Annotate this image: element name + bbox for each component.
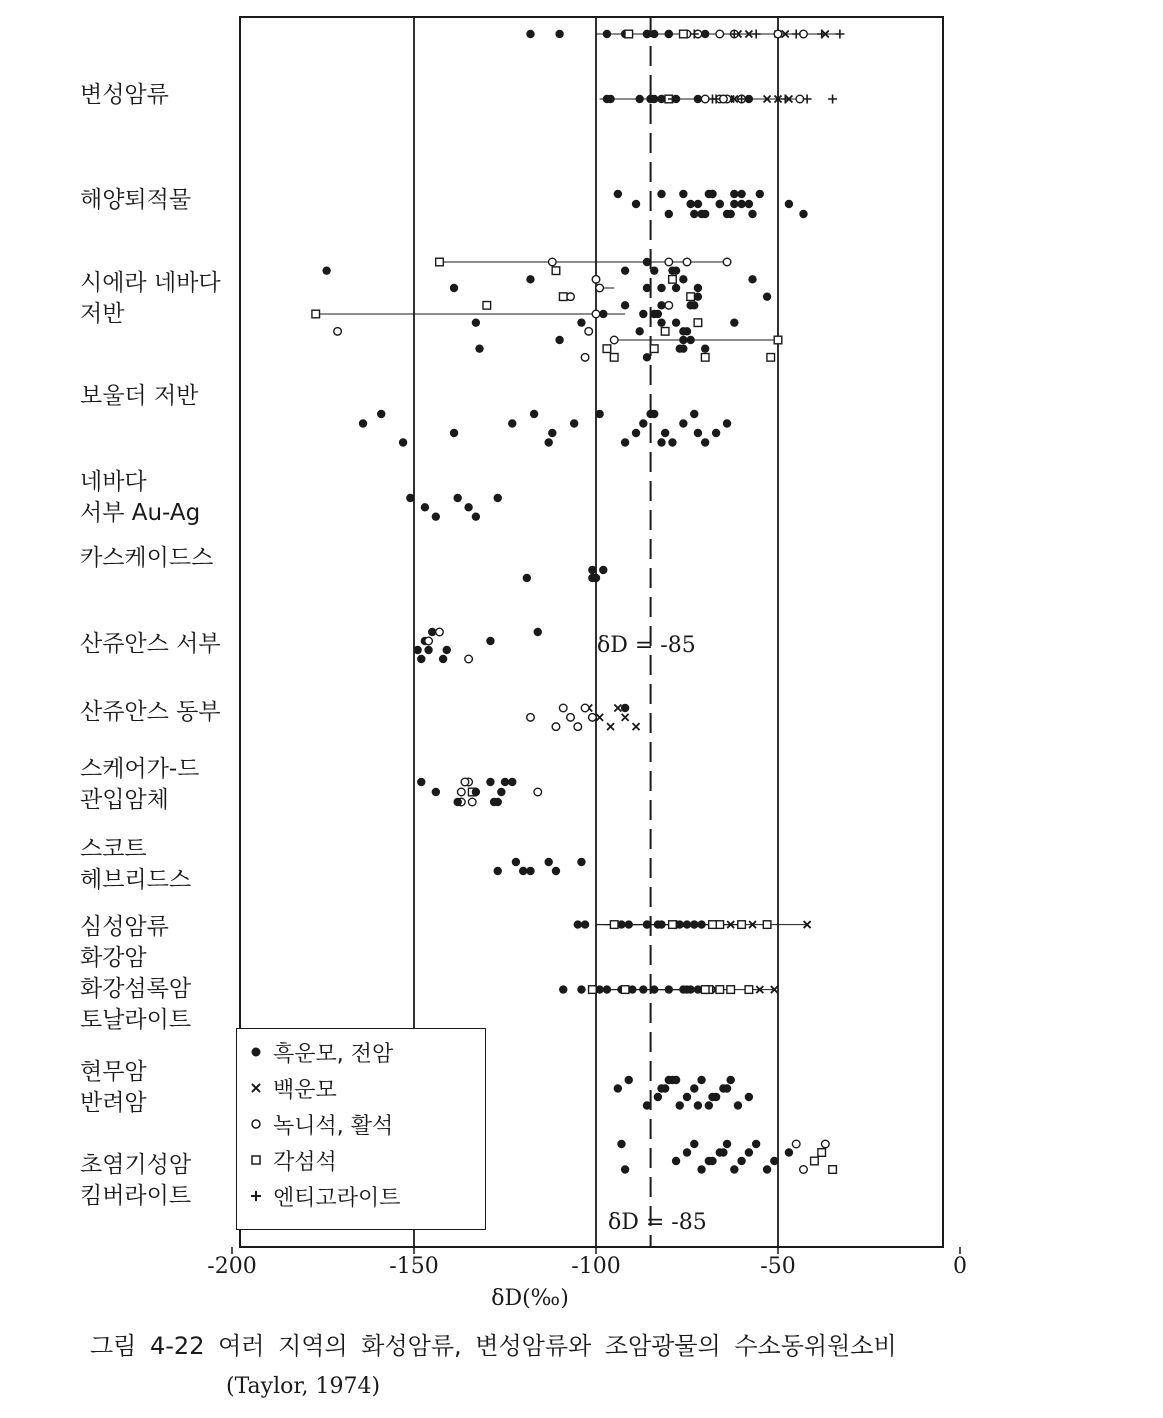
data-point-dot [625,1076,633,1084]
data-point-circle [534,788,542,796]
data-point-circle [425,637,433,645]
data-point-square [483,302,491,310]
data-point-dot [697,920,705,928]
data-point-dot [661,429,669,437]
data-point-plus [752,30,761,39]
data-point-dot [745,1148,753,1156]
data-point-dot [632,200,640,208]
data-point-circle [716,30,724,38]
data-point-dot [377,410,385,418]
data-point-dot [508,778,516,786]
data-point-square [701,354,709,362]
data-point-circle [589,714,597,722]
data-point-circle [800,30,808,38]
x-axis-label: δD(‰) [491,1286,569,1311]
data-point-dot [588,566,596,574]
reference-line-label-top: δD = -85 [597,633,696,658]
data-point-dot [737,1157,745,1165]
data-point-dot [494,494,502,502]
data-point-dot [694,429,702,437]
figure-caption: 그림 4-22 여러 지역의 화성암류, 변성암류와 조암광물의 수소동위원소비 [90,1332,897,1360]
data-point-dot [526,867,534,875]
open-square-icon [249,1153,263,1167]
row-label: 스케어가-드 관입암체 [80,756,200,813]
data-point-dot [690,1140,698,1148]
data-point-dot [657,284,665,292]
data-point-circle [461,778,469,786]
data-point-circle [458,788,466,796]
data-point-dot [672,284,680,292]
data-point-dot [697,210,705,218]
legend-label: 흑운모, 전암 [273,1041,394,1067]
data-point-dot [690,920,698,928]
data-point-dot [690,410,698,418]
data-point-circle [334,328,342,336]
data-point-dot [657,1084,665,1092]
data-point-plus [781,95,790,104]
data-point-dot [676,344,684,352]
data-point-dot [643,30,651,38]
data-point-square [716,986,724,994]
data-point-dot [632,429,640,437]
legend [236,1028,486,1230]
data-point-square [603,345,611,353]
x-tick-label: -150 [389,1254,439,1279]
data-point-dot [453,798,461,806]
data-point-dot [523,574,531,582]
data-point-dot [603,30,611,38]
data-point-dot [512,858,520,866]
data-point-dot [555,336,563,344]
data-point-square [738,921,746,929]
data-point-dot [668,438,676,446]
data-point-dot [577,318,585,326]
data-point-circle [436,628,444,636]
data-point-dot [730,1165,738,1173]
data-point-square [621,986,629,994]
data-point-dot [526,275,534,283]
legend-label: 엔티고라이트 [273,1185,401,1211]
data-point-circle [800,1166,808,1174]
data-point-circle [468,798,476,806]
data-point-dot [712,429,720,437]
row-label: 시에라 네바다 저반 [80,270,221,327]
data-point-dot [694,284,702,292]
data-point-dot [417,778,425,786]
data-point-circle [596,284,604,292]
data-point-circle [567,714,575,722]
data-point-dot [595,410,603,418]
data-point-square [694,319,702,327]
data-point-cross [622,714,629,721]
data-point-dot [752,1140,760,1148]
data-point-dot [548,429,556,437]
data-point-dot [432,788,440,796]
data-point-plus [792,30,801,39]
data-point-dot [646,410,654,418]
data-point-dot [544,438,552,446]
data-point-circle [567,293,575,301]
data-point-dot [577,985,585,993]
data-point-dot [723,1084,731,1092]
data-point-square [701,986,709,994]
data-point-dot [625,920,633,928]
data-point-plus [835,30,844,39]
plus-icon [249,1189,263,1203]
data-point-circle [592,276,600,284]
data-point-dot [646,95,654,103]
row-label: 변성암류 [80,82,169,108]
data-point-dot [726,1076,734,1084]
data-point-dot [701,438,709,446]
data-point-dot [574,920,582,928]
data-point-circle [585,328,593,336]
data-point-square [745,986,753,994]
data-point-dot [621,266,629,274]
data-point-dot [570,419,578,427]
data-point-dot [708,1093,716,1101]
legend-label: 백운모 [273,1077,337,1103]
data-point-dot [413,646,421,654]
data-point-circle [592,310,600,318]
data-point-dot [654,920,662,928]
row-label: 산쥬안스 동부 [80,699,221,725]
data-point-circle [720,95,728,103]
data-point-dot [679,275,687,283]
data-point-dot [694,1101,702,1109]
data-point-dot [643,284,651,292]
data-point-dot [552,867,560,875]
legend-label: 녹니석, 활석 [273,1113,394,1139]
data-point-circle [549,258,557,266]
data-point-square [829,1166,837,1174]
data-point-square [589,986,597,994]
legend-label: 각섬석 [273,1149,337,1175]
data-point-dot [534,628,542,636]
data-point-circle [465,655,473,663]
data-point-dot [603,95,611,103]
data-point-cross [607,723,614,730]
data-point-dot [635,327,643,335]
data-point-square [763,921,771,929]
legend-item-plus [249,1181,401,1211]
data-point-dot [701,344,709,352]
data-point-dot [643,258,651,266]
data-point-dot [621,1165,629,1173]
data-point-dot [737,200,745,208]
data-point-dot [745,1093,753,1101]
x-tick-label: -100 [571,1254,621,1279]
data-point-dot [708,190,716,198]
data-point-dot [643,353,651,361]
data-point-circle [581,704,589,712]
data-point-dot [453,494,461,502]
data-point-circle [683,258,691,266]
data-point-dot [665,30,673,38]
data-point-cross [596,714,603,721]
data-point-square [610,921,618,929]
data-point-dot [686,336,694,344]
legend-item-square [249,1145,337,1175]
data-point-dot [526,30,534,38]
data-point-dot [639,419,647,427]
data-point-dot [494,798,502,806]
data-point-dot [494,867,502,875]
data-point-dot [672,266,680,274]
data-point-dot [614,190,622,198]
data-point-dot [683,920,691,928]
data-point-dot [657,318,665,326]
data-point-dot [359,419,367,427]
data-point-dot [657,190,665,198]
data-point-dot [730,318,738,326]
data-point-dot [694,200,702,208]
data-point-square [687,293,695,301]
data-point-dot [581,920,589,928]
data-point-dot [621,438,629,446]
data-point-dot [683,327,691,335]
data-point-dot [322,266,330,274]
data-point-dot [501,778,509,786]
data-point-dot [577,858,585,866]
data-point-dot [475,344,483,352]
data-point-dot [665,1076,673,1084]
row-label: 산쥬안스 서부 [80,631,221,657]
data-point-cross [633,723,640,730]
data-point-dot [748,275,756,283]
data-point-circle [822,1140,830,1148]
row-label: 보울더 저반 [80,383,199,409]
data-point-dot [745,200,753,208]
data-point-dot [399,438,407,446]
data-point-square [767,354,775,362]
data-point-square [559,293,567,301]
data-point-square [709,921,717,929]
data-point-dot [679,190,687,198]
data-point-dot [672,318,680,326]
data-point-circle [665,258,673,266]
x-tick-label: -200 [207,1254,257,1279]
data-point-plus [817,30,826,39]
data-point-dot [497,788,505,796]
data-point-square [680,30,688,38]
data-point-dot [650,985,658,993]
data-point-dot [472,512,480,520]
data-point-dot [450,429,458,437]
data-point-square [436,258,444,266]
x-tick-label: 0 [953,1254,967,1279]
data-point-dot [734,1101,742,1109]
data-point-dot [486,637,494,645]
data-point-dot [486,778,494,786]
data-point-dot [603,985,611,993]
data-point-square [312,310,320,318]
data-point-dot [716,200,724,208]
figure-caption-source: (Taylor, 1974) [226,1374,381,1399]
data-point-dot [443,646,451,654]
data-point-dot [686,200,694,208]
data-point-square [818,1149,826,1157]
data-point-circle [665,302,673,310]
data-point-dot [737,190,745,198]
data-point-dot [657,438,665,446]
data-point-dot [723,1140,731,1148]
data-point-dot [643,920,651,928]
data-point-circle [792,1140,800,1148]
data-point-square [669,921,677,929]
data-point-dot [621,704,629,712]
data-point-dot [472,788,480,796]
data-point-dot [617,1140,625,1148]
data-point-dot [439,655,447,663]
x-tick-label: -50 [760,1254,796,1279]
data-point-square [774,336,782,344]
data-point-dot [719,1148,727,1156]
data-point-dot [679,336,687,344]
data-point-dot [697,1076,705,1084]
data-point-circle [527,714,535,722]
data-point-dot [730,200,738,208]
data-point-square [727,986,735,994]
data-point-dot [544,858,552,866]
data-point-dot [697,1165,705,1173]
row-label: 스코트 헤브리드스 [80,836,192,893]
data-point-dot [639,310,647,318]
data-point-dot [621,301,629,309]
legend-item-cross [249,1073,337,1103]
data-point-dot [756,190,764,198]
data-point-plus [828,95,837,104]
data-point-dot [650,266,658,274]
data-point-square [552,267,560,275]
data-point-square [661,328,669,336]
data-point-dot [530,410,538,418]
data-point-dot [555,30,563,38]
data-point-dot [650,30,658,38]
data-point-dot [730,190,738,198]
data-point-dot [705,1101,713,1109]
open-circle-icon [249,1117,263,1131]
data-point-dot [519,867,527,875]
data-point-dot [683,1093,691,1101]
data-point-square [716,921,724,929]
data-point-square [669,276,677,284]
data-point-dot [599,566,607,574]
data-point-dot [672,1157,680,1165]
data-point-dot [508,419,516,427]
data-point-dot [424,646,432,654]
row-label: 네바다 서부 Au-Ag [80,469,201,526]
data-point-dot [639,985,647,993]
data-point-dot [679,419,687,427]
data-point-circle [701,95,709,103]
legend-item-dot [249,1037,393,1067]
reference-line-label-bottom: δD = -85 [608,1210,707,1235]
data-point-dot [559,985,567,993]
data-point-dot [421,503,429,511]
data-point-dot [676,1101,684,1109]
data-point-circle [559,704,567,712]
row-label: 카스케이드스 [80,545,214,571]
data-point-dot [723,419,731,427]
data-point-dot [785,200,793,208]
data-point-dot [683,985,691,993]
data-point-circle [774,30,782,38]
data-point-dot [770,1157,778,1165]
data-point-dot [417,655,425,663]
data-point-dot [785,1148,793,1156]
data-point-dot [472,318,480,326]
row-label: 현무암 반려암 [80,1059,147,1116]
row-label: 초염기성암 킴버라이트 [80,1152,192,1209]
data-point-dot [686,301,694,309]
data-point-dot [705,1157,713,1165]
data-point-dot [672,1076,680,1084]
data-point-dot [635,95,643,103]
data-point-plus [803,95,812,104]
data-point-dot [588,574,596,582]
data-point-square [811,1157,819,1165]
data-point-circle [581,354,589,362]
data-point-dot [683,1148,691,1156]
data-point-dot [726,210,734,218]
data-point-dot [432,512,440,520]
legend-item-circle [249,1109,393,1139]
data-point-square [625,30,633,38]
data-point-circle [723,258,731,266]
data-point-dot [654,1093,662,1101]
data-point-dot [690,210,698,218]
data-point-circle [610,336,618,344]
data-point-square [650,345,658,353]
data-point-dot [690,1084,698,1092]
data-point-dot [650,310,658,318]
data-point-dot [665,210,673,218]
filled-dot-icon [249,1045,263,1059]
data-point-dot [406,494,414,502]
data-point-dot [763,1165,771,1173]
data-point-dot [464,503,472,511]
data-point-dot [763,292,771,300]
data-point-dot [450,284,458,292]
data-point-circle [796,95,804,103]
data-point-circle [552,723,560,731]
data-point-square [610,354,618,362]
data-point-dot [665,985,673,993]
cross-icon [249,1081,263,1095]
data-point-dot [614,1084,622,1092]
data-point-circle [574,723,582,731]
data-point-cross [614,705,621,712]
row-label: 심성암류 화강암 화강섬록암 토날라이트 [80,914,192,1033]
data-point-dot [643,1101,651,1109]
row-label: 해양퇴적물 [80,187,192,213]
data-point-dot [748,210,756,218]
data-point-dot [799,210,807,218]
